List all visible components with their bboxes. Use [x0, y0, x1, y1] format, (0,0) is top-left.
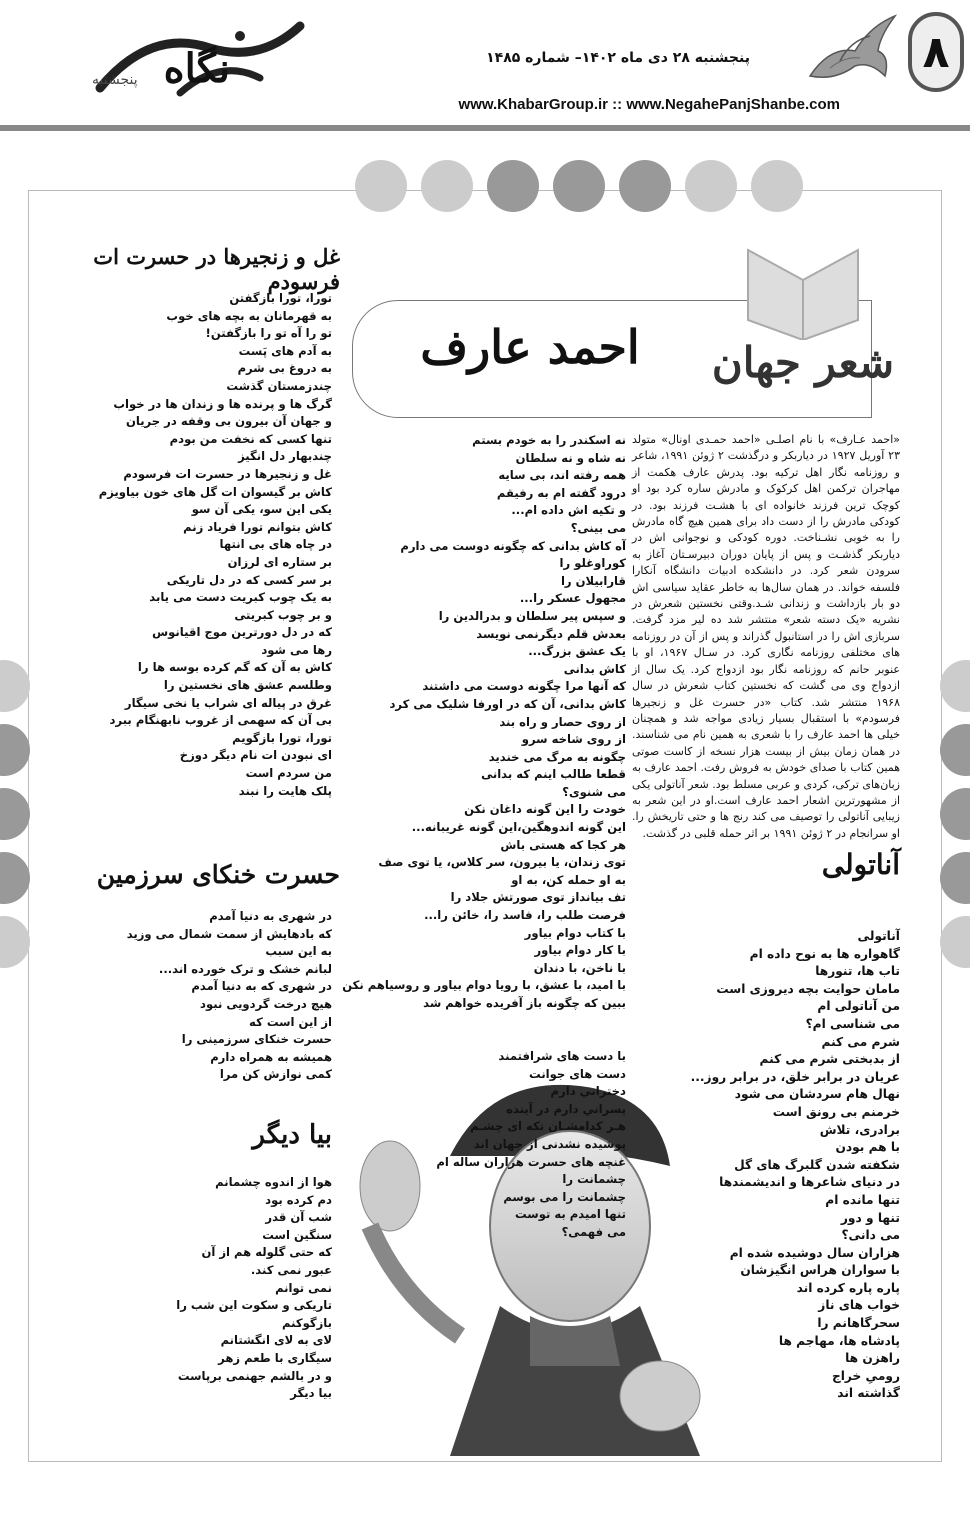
poem-line: می شنوی؟ [562, 784, 626, 799]
poem-line: حسرت خنکای سرزمینی را [181, 1032, 332, 1047]
poem-line: می بینی؟ [570, 520, 626, 535]
ornament-dot [940, 852, 970, 904]
poem-line: تنها و دور [840, 1210, 900, 1225]
poem-line: آه کاش بدانی که چگونه دوست می دارم [400, 538, 626, 553]
phoenix-icon [800, 6, 900, 86]
poem-line: می فهمی؟ [561, 1224, 626, 1239]
poem-line: و تکیه اش داده ام... [511, 503, 626, 518]
poem-line: می دانی؟ [841, 1228, 900, 1243]
poem-line: تورا، تورا بازگویم [232, 730, 332, 745]
header-rule [0, 125, 970, 131]
poem-line: می شناسی ام؟ [805, 1016, 900, 1031]
poem-line: نه اسکندر را به خودم بستم [472, 433, 626, 447]
poem-line: فرصت طلب را، فاسد را، خائن را... [424, 908, 626, 923]
poem-hasrat [100, 908, 332, 1084]
ornament-dot [0, 852, 30, 904]
poem-line: عریان در برابر خلق، در برابر روز... [690, 1069, 900, 1084]
section-label: شعر جهان [711, 338, 895, 387]
poet-name-title: احمد عارف [420, 320, 640, 374]
poem-line: با کتاب دوام بیاور [524, 925, 626, 940]
poet-biography: «احمد عـارف» با نام اصلـی «احمد حمـدی اونال» متولد ۲۳ آوریل ۱۹۲۷ در دیاربکر و درگذشت ۲ ژوئن ۱۹۹۱، شاعر و روزنامه نگار اهل ترکیه بود. پدرش عارف هکمت از مهاجران ترکمن اهل کرکوک و مادرش ساره کرد بود او کوچک ترین فرزند خانواده ای با هشـت فرزند بود. در کودکی مادرش را از دست داد برای همین هیچ گاه مادرش را به خوبی نشـناخت. دوره کودکی و نوجوانی اش در دیاربکر گذشـت و پس از پایان دوران دبیرسـتان آغاز به سرودن شعر کرد. در دانشکده ادبیات دانشگاه آنکارا فلسفه خواند. در همان سال‌ها به خاطر عقاید سیاسی اش دو بار بازداشت و زندانی شـد.وقتی نخستین شعرش در نشریه «یک دسته شعر» منتشر شد ده لیر مزد گرفت. سربازی اش را در استانبول گذراند و پس از آن در روزنامه های مختلفی روزنامه نگاری کرد. در سـال ۱۹۶۷، او با عنوبر حانم که روزنامه نگار بود ازدواج کرد. یک سال از ازدواج وی می گشت که نخستین کتاب شعرش در سال ۱۹۶۸ منتشر شد. کتاب «در حسرت غل و زنجیرها فرسودم» با استقبال بسیار زیادی مواجه شد و همچنان خیلی ها احمد عارف را با شعری به همین نام می شناسند. در همان زمان بیش از بیست هزار نسخه از کاست صوتی همین کتاب با صدای خودش به فروش رفت. احمد عارف به زبان‌های ترکی، کردی و عربی مسلط بود. شعر آناتولی یکی از مشهورترین اشعار احمد عارف است.او در این شعر به زیبایی آناتولی را توصیف می کند رنج ها و حتی تاریخش را. او سرانجام در ۲ ژوئن ۱۹۹۱ بر اثر حمله قلبی در گذشت. [632, 433, 901, 840]
ornament-dot [355, 160, 407, 212]
poem-line: لای به لای انگشتانم [220, 1333, 332, 1348]
poem-line: کاش بدانی، آن که در اورفا شلیک می کرد [389, 696, 626, 711]
ornament-dot [553, 160, 605, 212]
poem-line: در شهری به دنیا آمدم [209, 909, 332, 923]
poem-line: پسراني دارم در آینده [506, 1101, 626, 1116]
poem-line: قطعا طالب اینم که بدانی [481, 767, 626, 782]
poem-line: هـر کدامشـان تکه ای چشـم [470, 1119, 626, 1134]
poem-middle-continued [396, 1048, 626, 1242]
poem-line: مجهول عسکر را... [519, 591, 626, 606]
poem-line: نهال هام سردشان می شود [734, 1087, 900, 1102]
poem-line: و سپس پیر سلطان و بدرالدین را [438, 608, 626, 623]
ornament-dot [940, 916, 970, 968]
poem-line: آناتولی [857, 929, 900, 943]
poem-line: هوا از اندوه چشمانم [215, 1175, 332, 1189]
poem-line: نمی توانم [275, 1280, 332, 1295]
poem-ghol [100, 290, 332, 800]
poem-biya [100, 1174, 332, 1403]
poem-line: کاش بدانی [563, 661, 626, 676]
poem-line: تف بیانداز توی صورتش جلاد را [450, 890, 626, 905]
poem-line: ای نبودن ات نام دیگر دوزخ [179, 748, 332, 763]
poem-line: چشمانت را می بوسم [503, 1189, 626, 1204]
poem-line: سحرگاهانم را [817, 1316, 900, 1331]
poem-line: از روی شاخه سرو [521, 732, 626, 747]
poem-line: کاش بر گیسوان ات گل های خون بیاویزم [98, 484, 332, 499]
poem-line: سیگاری با طعم زهر [218, 1350, 332, 1365]
poem-line: پوشیده نشدنی از جهان اند [473, 1136, 626, 1151]
poem-line: شرم می کنم [821, 1034, 900, 1049]
decorative-dots-left [0, 660, 30, 968]
poem-line: به این سبب [265, 944, 332, 959]
poem-line: با سواران هراس انگیزشان [740, 1263, 900, 1278]
poem-line: به قهرمانان به بچه های خوب [166, 308, 332, 323]
poem-line: نه شاه و نه سلطان [515, 450, 626, 465]
poem-line: کمی نوازش کن مرا [219, 1067, 332, 1082]
ornament-dot [940, 660, 970, 712]
poem-line: ببین که چگونه باز آفریده خواهم شد [423, 996, 626, 1010]
poem-line: این گونه اندوهگین،این گونه غریبانه... [411, 820, 626, 835]
poem-line: کوراوغلو را [559, 556, 626, 571]
poem-line: در چاه های بی انتها [219, 537, 332, 552]
poem-line: تو را آه تو را بازگفتن! [205, 326, 332, 341]
poem-line: کاش بتوانم تورا فریاد زنم [183, 519, 332, 534]
poem-line: شب آن قدر [265, 1210, 332, 1225]
poem-line: همیشه به همراه دارم [210, 1049, 332, 1064]
ornament-dot [940, 788, 970, 840]
poem-line: خواب های ناز [818, 1298, 900, 1313]
poem-line: یک عشق بزرگ... [528, 644, 626, 659]
poem-line: وطلسم عشق های نخستین را [163, 678, 332, 693]
logo-text: نگاه [163, 45, 230, 92]
poem-line: که در دل دورترین موج اقیانوس [152, 625, 332, 640]
poem-anatoli [690, 928, 900, 1403]
poem-line: پاره پاره کرده اند [796, 1280, 900, 1295]
poem-line: غل و زنجیرها در حسرت ات فرسودم [123, 466, 332, 481]
poem-line: به دروغ بی شرم [237, 361, 332, 376]
poem-middle [342, 432, 626, 1013]
poem-line: هیچ درخت گردویی نبود [200, 996, 332, 1011]
poem-line: که حتی گلوله هم از آن [201, 1245, 332, 1260]
ornament-dot [685, 160, 737, 212]
poem-line: همه رفته اند، بی سایه [498, 468, 626, 483]
poem-line: تنها مانده ام [825, 1192, 900, 1207]
page-header [0, 0, 970, 130]
poem-line: برادری، تلاش [819, 1122, 900, 1137]
poem-line: به یک چوب کبریت دست می یابد [149, 590, 332, 605]
poem-line: تاب ها، تنورها [815, 964, 900, 979]
poem-title-anatoli: آناتولی [821, 848, 900, 881]
poem-line: عبور نمی کند. [250, 1262, 332, 1277]
poem-line: و بر چوب کبریتی [234, 607, 332, 622]
decorative-dots-right [940, 660, 970, 968]
poem-line: چگونه به مرگ می خندید [488, 749, 626, 764]
poem-line: تاریکی و سکوت این شب را [176, 1298, 332, 1313]
poem-title-ghol: غل و زنجیرها در حسرت ات فرسودم [93, 244, 340, 294]
poem-line: قارابیلان را [560, 573, 626, 588]
poem-line: پادشاه ها، مهاجم ها [778, 1333, 900, 1348]
poem-line: توی زندان، یا بیرون، سر کلاس، یا توی صف [378, 855, 626, 870]
website-links[interactable]: www.KhabarGroup.ir :: www.NegahePanjShanbe.com [458, 96, 840, 113]
poem-line: پلک هایت را نبند [238, 783, 332, 798]
poem-line: در شهری که به دنیا آمدم [191, 979, 332, 994]
poem-line: بر ستاره ای لرزان [227, 554, 332, 569]
issue-date: پنجشنبه ۲۸ دی ماه ۱۴۰۲– شماره ۱۴۸۵ [486, 50, 750, 66]
poem-line: رومیِ خراج [831, 1368, 900, 1383]
poem-line: به آدم های پَست [238, 343, 332, 358]
poem-line: چندزمستان گذشت [226, 378, 332, 393]
logo-subtitle: پنجشنبه [92, 72, 138, 88]
page-number: ۸ [908, 12, 964, 92]
poem-line: یکی این سو، یکی آن سو [191, 502, 332, 517]
poem-line: شکفته شدن گلبرگ های گل [734, 1157, 900, 1172]
poem-line: از بدبختی شرم می کنم [759, 1052, 900, 1067]
poem-line: دست های جوانت [529, 1066, 626, 1081]
poem-line: بازگوکنم [282, 1315, 332, 1330]
poem-title-biya: بیا دیگر [252, 1120, 332, 1150]
poem-line: در دنیای شاعرها و اندیشمندها [719, 1175, 900, 1190]
poem-line: با ناخن، با دندان [533, 960, 626, 975]
poem-line: بیا دیگر [290, 1386, 332, 1401]
poem-line: رها می شود [261, 642, 332, 657]
poem-line: که آنها مرا چگونه دوست می داشتند [422, 679, 626, 694]
poem-line: چندبهار دل انگیز [238, 449, 332, 464]
poem-line: از این است که [249, 1014, 332, 1029]
poem-title-hasrat: حسرت خنکای سرزمین [96, 860, 340, 889]
decorative-dots-top [355, 160, 803, 212]
poem-line: دم کرده بود [265, 1192, 332, 1207]
poem-line: درود گفته ام به رفیقم [496, 485, 626, 500]
poem-line: گرگ ها و پرنده ها و زندان ها در خواب [113, 396, 332, 411]
poem-line: هزاران سال دوشیده شده ام [729, 1245, 900, 1260]
poem-line: من آناتولی ام [817, 999, 900, 1014]
poem-line: خرمنم بی رونق است [772, 1104, 900, 1119]
ornament-dot [0, 724, 30, 776]
poem-line: راهزن ها [845, 1351, 900, 1366]
poem-line: گذاشته اند [837, 1386, 900, 1401]
poem-line: مامان حوایت بچه دیروزی است [716, 981, 900, 996]
poem-line: تنها کسی که نخفت من بودم [169, 431, 332, 446]
poem-line: غرق در پیاله ای شراب یا نخی سیگار [124, 695, 332, 710]
poem-line: با امید، با عشق، با رویا دوام بیاور و روسیاهم نکن [342, 978, 626, 993]
poem-line: چشمانت را [562, 1172, 626, 1187]
book-icon [728, 240, 878, 340]
poem-line: من سردم است [245, 766, 332, 781]
poem-line: تورا، تورا بازگفتن [229, 291, 332, 305]
ornament-dot [0, 660, 30, 712]
poem-line: غنچه های حسرت هزاران ساله ام [436, 1154, 626, 1169]
poem-line: با هم بودن [835, 1140, 900, 1155]
ornament-dot [0, 916, 30, 968]
poem-line: تنها امیدم به توست [515, 1207, 626, 1222]
poem-line: به او حمله کن، به او [511, 872, 626, 887]
ornament-dot [940, 724, 970, 776]
poem-line: خودت را این گونه داغان نکن [464, 802, 626, 817]
poem-line: با دست های شرافتمند [498, 1049, 626, 1063]
poem-line: لبانم خشک و ترک خورده اند... [158, 961, 332, 976]
poem-line: بر سر کسی که در دل تاریکی [166, 572, 332, 587]
poem-line: سنگین است [262, 1227, 332, 1242]
poem-line: از روی حصار و راه بند [499, 714, 626, 729]
poem-line: هر کجا که هستی باش [500, 837, 626, 852]
poem-line: که بادهایش از سمت شمال می وزید [126, 926, 332, 941]
poem-line: و جهان آن بیرون بی وقفه در جریان [125, 414, 332, 429]
poem-line: با کار دوام بیاور [534, 943, 626, 958]
poem-line: کاش به آن که گم کرده بوسه ها را [137, 660, 332, 675]
poem-line: بعدش قلم دیگرنمی نویسد [476, 626, 626, 641]
poem-line: دختراني دارم [550, 1084, 626, 1099]
poem-line: بی آن که سهمی از غروب نابهنگام ببرد [109, 713, 332, 728]
ornament-dot [0, 788, 30, 840]
ornament-dot [751, 160, 803, 212]
newspaper-logo [60, 18, 320, 108]
poem-line: و در بالشم جهنمی برپاست [177, 1368, 332, 1383]
ornament-dot [487, 160, 539, 212]
ornament-dot [619, 160, 671, 212]
poem-line: گاهواره ها به نوح داده ام [749, 946, 900, 961]
ornament-dot [421, 160, 473, 212]
